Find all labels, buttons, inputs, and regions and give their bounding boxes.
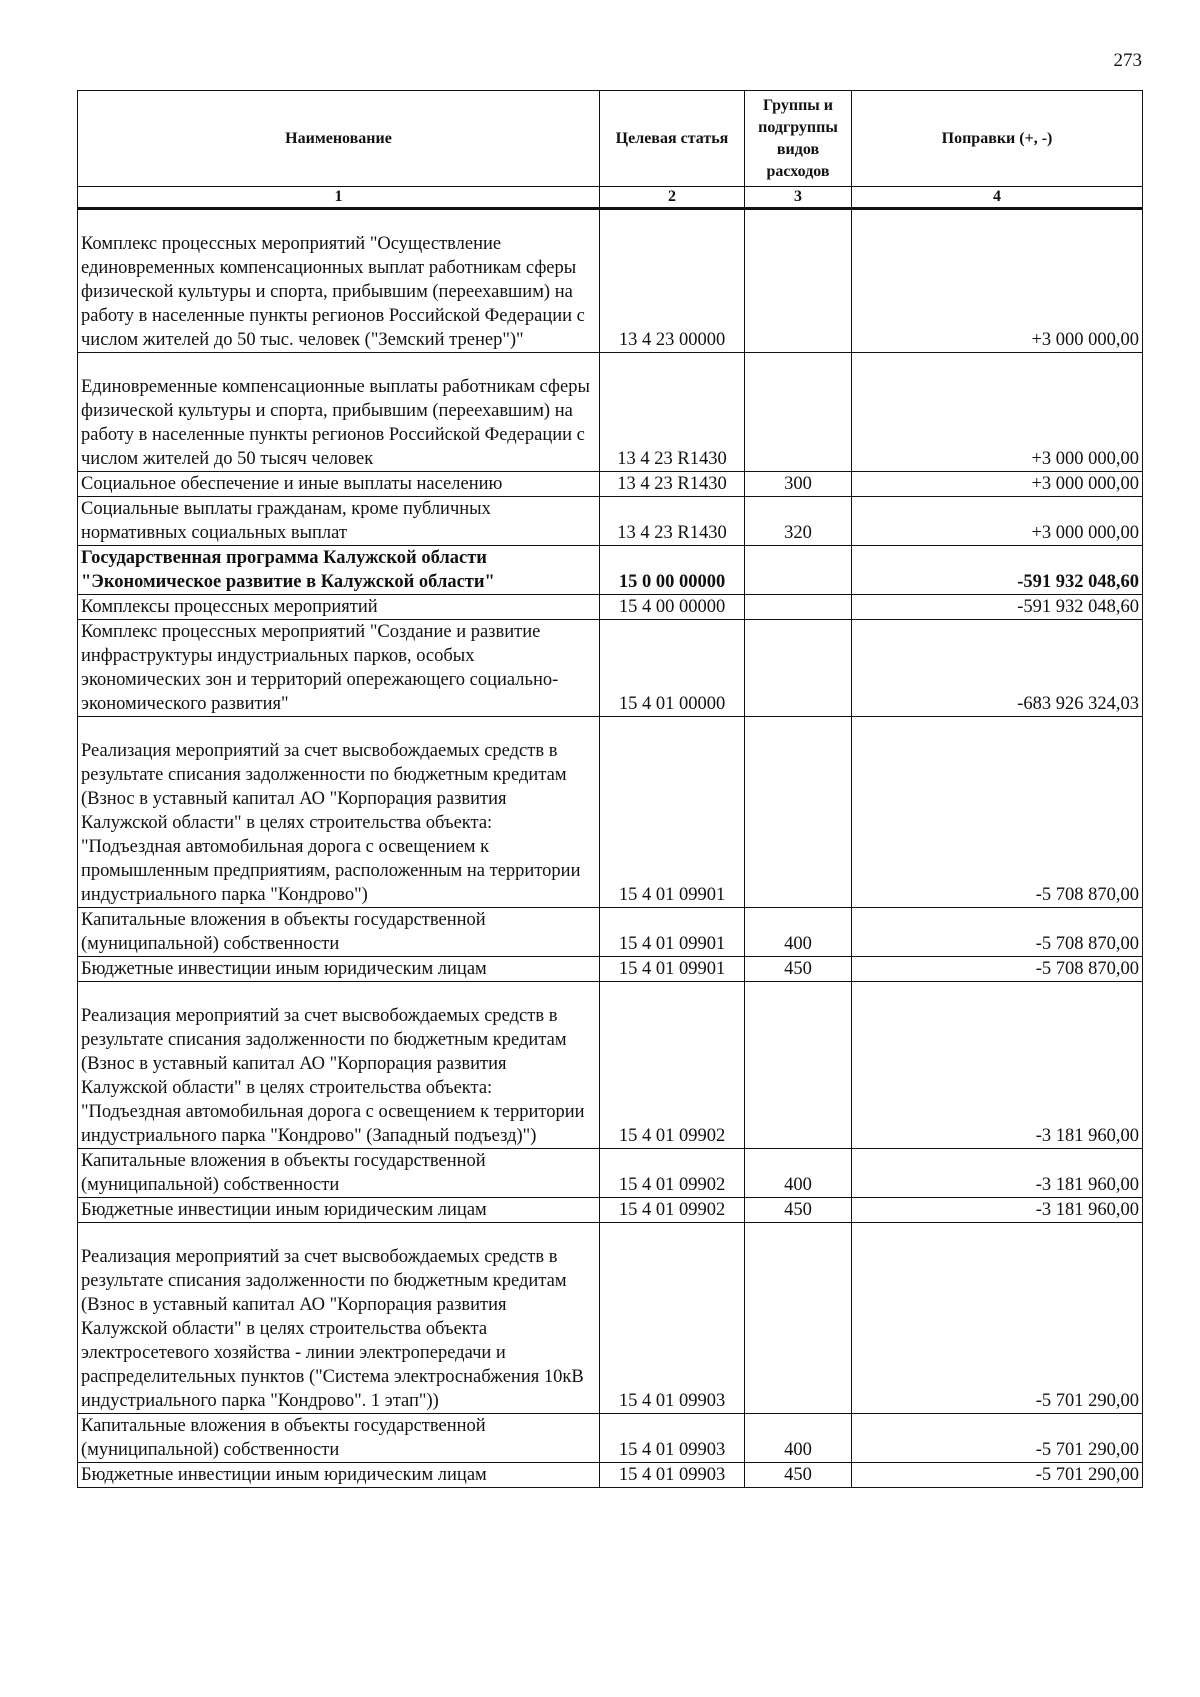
spacer-cell	[745, 982, 852, 1005]
expense-group-cell: 400	[745, 1149, 852, 1198]
expense-group-cell	[745, 739, 852, 908]
spacer-cell	[852, 1223, 1143, 1246]
header-vid: Группы и подгруппы видов расходов	[745, 91, 852, 187]
name-cell: Комплексы процессных мероприятий	[78, 595, 600, 620]
expense-group-cell	[745, 375, 852, 472]
spacer-cell	[852, 209, 1143, 233]
name-cell: Бюджетные инвестиции иным юридическим лицам	[78, 957, 600, 982]
amendment-amount-cell: -5 708 870,00	[852, 908, 1143, 957]
table-row	[78, 232, 1143, 353]
header-name: Наименование	[78, 91, 600, 187]
spacer-row	[78, 982, 1143, 1005]
spacer-cell	[745, 353, 852, 376]
name-cell: Реализация мероприятий за счет высвобождаемых средств в результате списания задолженности по бюджетным кредитам (Взнос в уставный капитал АО "Корпорация развития Калужской области" в целях строительства объекта электросетевого хозяйства - линии электропередачи и распределительных пунктов ("Система электроснабжения 10кВ индустриального парка "Кондрово". 1 этап"))	[78, 1245, 600, 1414]
spacer-cell	[78, 982, 600, 1005]
spacer-cell	[852, 717, 1143, 740]
expense-group-cell	[745, 595, 852, 620]
header-code: Целевая статья	[600, 91, 745, 187]
column-number: 1	[78, 187, 600, 209]
target-article-cell: 15 4 00 00000	[600, 595, 745, 620]
target-article-cell: 15 4 01 09903	[600, 1245, 745, 1414]
spacer-cell	[78, 353, 600, 376]
target-article-cell: 13 4 23 R1430	[600, 375, 745, 472]
spacer-cell	[852, 353, 1143, 376]
spacer-cell	[852, 982, 1143, 1005]
table-row	[78, 1149, 1143, 1198]
expense-group-cell	[745, 232, 852, 353]
table-row	[78, 1245, 1143, 1414]
amendment-amount-cell: -3 181 960,00	[852, 1198, 1143, 1223]
spacer-cell	[600, 209, 745, 233]
table-row	[78, 739, 1143, 908]
spacer-row	[78, 353, 1143, 376]
name-cell: Государственная программа Калужской области "Экономическое развитие в Калужской области"	[78, 546, 600, 595]
expense-group-cell: 400	[745, 1414, 852, 1463]
header-amount: Поправки (+, -)	[852, 91, 1143, 187]
expense-group-cell: 400	[745, 908, 852, 957]
table-row	[78, 1004, 1143, 1149]
expense-group-cell	[745, 620, 852, 717]
column-number: 2	[600, 187, 745, 209]
amendment-amount-cell: -591 932 048,60	[852, 546, 1143, 595]
column-number: 4	[852, 187, 1143, 209]
target-article-cell: 13 4 23 00000	[600, 232, 745, 353]
name-cell: Реализация мероприятий за счет высвобождаемых средств в результате списания задолженности по бюджетным кредитам (Взнос в уставный капитал АО "Корпорация развития Калужской области" в целях строительства объекта: "Подъездная автомобильная дорога с освещением к территории индустриального парка "Кондрово" (Западный подъезд)")	[78, 1004, 600, 1149]
spacer-cell	[600, 982, 745, 1005]
target-article-cell: 15 4 01 09902	[600, 1004, 745, 1149]
spacer-cell	[745, 209, 852, 233]
table-row	[78, 1414, 1143, 1463]
target-article-cell: 15 4 01 09903	[600, 1414, 745, 1463]
header-row	[78, 91, 1143, 187]
table-row	[78, 908, 1143, 957]
amendment-amount-cell: -5 701 290,00	[852, 1414, 1143, 1463]
spacer-cell	[745, 717, 852, 740]
amendment-amount-cell: -591 932 048,60	[852, 595, 1143, 620]
table-row	[78, 595, 1143, 620]
amendment-amount-cell: +3 000 000,00	[852, 497, 1143, 546]
table-row	[78, 546, 1143, 595]
name-cell: Социальное обеспечение и иные выплаты населению	[78, 472, 600, 497]
expense-group-cell: 320	[745, 497, 852, 546]
expense-group-cell	[745, 1245, 852, 1414]
column-number-row	[78, 187, 1143, 209]
target-article-cell: 15 4 01 00000	[600, 620, 745, 717]
target-article-cell: 13 4 23 R1430	[600, 497, 745, 546]
target-article-cell: 15 4 01 09901	[600, 739, 745, 908]
amendment-amount-cell: -3 181 960,00	[852, 1004, 1143, 1149]
name-cell: Бюджетные инвестиции иным юридическим лицам	[78, 1463, 600, 1488]
amendment-amount-cell: +3 000 000,00	[852, 232, 1143, 353]
expense-group-cell	[745, 546, 852, 595]
name-cell: Бюджетные инвестиции иным юридическим лицам	[78, 1198, 600, 1223]
spacer-cell	[600, 353, 745, 376]
name-cell: Капитальные вложения в объекты государственной (муниципальной) собственности	[78, 908, 600, 957]
expense-group-cell: 450	[745, 1463, 852, 1488]
amendment-amount-cell: -5 708 870,00	[852, 957, 1143, 982]
table-row	[78, 620, 1143, 717]
amendment-amount-cell: -5 701 290,00	[852, 1463, 1143, 1488]
spacer-row	[78, 209, 1143, 233]
expense-group-cell: 450	[745, 1198, 852, 1223]
spacer-cell	[745, 1223, 852, 1246]
name-cell: Социальные выплаты гражданам, кроме публичных нормативных социальных выплат	[78, 497, 600, 546]
target-article-cell: 15 4 01 09902	[600, 1198, 745, 1223]
table-row	[78, 1463, 1143, 1488]
name-cell: Комплекс процессных мероприятий "Создание и развитие инфраструктуры индустриальных парков, особых экономических зон и территорий опережающего социально-экономического развития"	[78, 620, 600, 717]
name-cell: Капитальные вложения в объекты государственной (муниципальной) собственности	[78, 1149, 600, 1198]
expense-group-cell: 300	[745, 472, 852, 497]
name-cell: Капитальные вложения в объекты государственной (муниципальной) собственности	[78, 1414, 600, 1463]
target-article-cell: 15 4 01 09901	[600, 908, 745, 957]
target-article-cell: 13 4 23 R1430	[600, 472, 745, 497]
table-body	[78, 209, 1143, 1488]
spacer-cell	[78, 717, 600, 740]
expense-group-cell: 450	[745, 957, 852, 982]
spacer-cell	[78, 209, 600, 233]
amendment-amount-cell: -683 926 324,03	[852, 620, 1143, 717]
table-row	[78, 375, 1143, 472]
amendment-amount-cell: +3 000 000,00	[852, 472, 1143, 497]
target-article-cell: 15 4 01 09902	[600, 1149, 745, 1198]
budget-table	[77, 90, 1143, 1488]
table-row	[78, 497, 1143, 546]
page-number: 273	[1113, 50, 1142, 71]
spacer-cell	[78, 1223, 600, 1246]
column-number: 3	[745, 187, 852, 209]
spacer-cell	[600, 717, 745, 740]
amendment-amount-cell: +3 000 000,00	[852, 375, 1143, 472]
target-article-cell: 15 4 01 09901	[600, 957, 745, 982]
spacer-row	[78, 1223, 1143, 1246]
name-cell: Реализация мероприятий за счет высвобождаемых средств в результате списания задолженности по бюджетным кредитам (Взнос в уставный капитал АО "Корпорация развития Калужской области" в целях строительства объекта: "Подъездная автомобильная дорога с освещением к промышленным предприятиям, расположенным на территории индустриального парка "Кондрово")	[78, 739, 600, 908]
table-row	[78, 957, 1143, 982]
amendment-amount-cell: -5 708 870,00	[852, 739, 1143, 908]
expense-group-cell	[745, 1004, 852, 1149]
name-cell: Единовременные компенсационные выплаты работникам сферы физической культуры и спорта, прибывшим (переехавшим) на работу в населенные пункты регионов Российской Федерации с числом жителей до 50 тысяч человек	[78, 375, 600, 472]
amendment-amount-cell: -5 701 290,00	[852, 1245, 1143, 1414]
target-article-cell: 15 4 01 09903	[600, 1463, 745, 1488]
amendment-amount-cell: -3 181 960,00	[852, 1149, 1143, 1198]
spacer-row	[78, 717, 1143, 740]
spacer-cell	[600, 1223, 745, 1246]
table-row	[78, 1198, 1143, 1223]
name-cell: Комплекс процессных мероприятий "Осуществление единовременных компенсационных выплат работникам сферы физической культуры и спорта, прибывшим (переехавшим) на работу в населенные пункты регионов Российской Федерации с числом жителей до 50 тыс. человек ("Земский тренер")"	[78, 232, 600, 353]
table-row	[78, 472, 1143, 497]
target-article-cell: 15 0 00 00000	[600, 546, 745, 595]
